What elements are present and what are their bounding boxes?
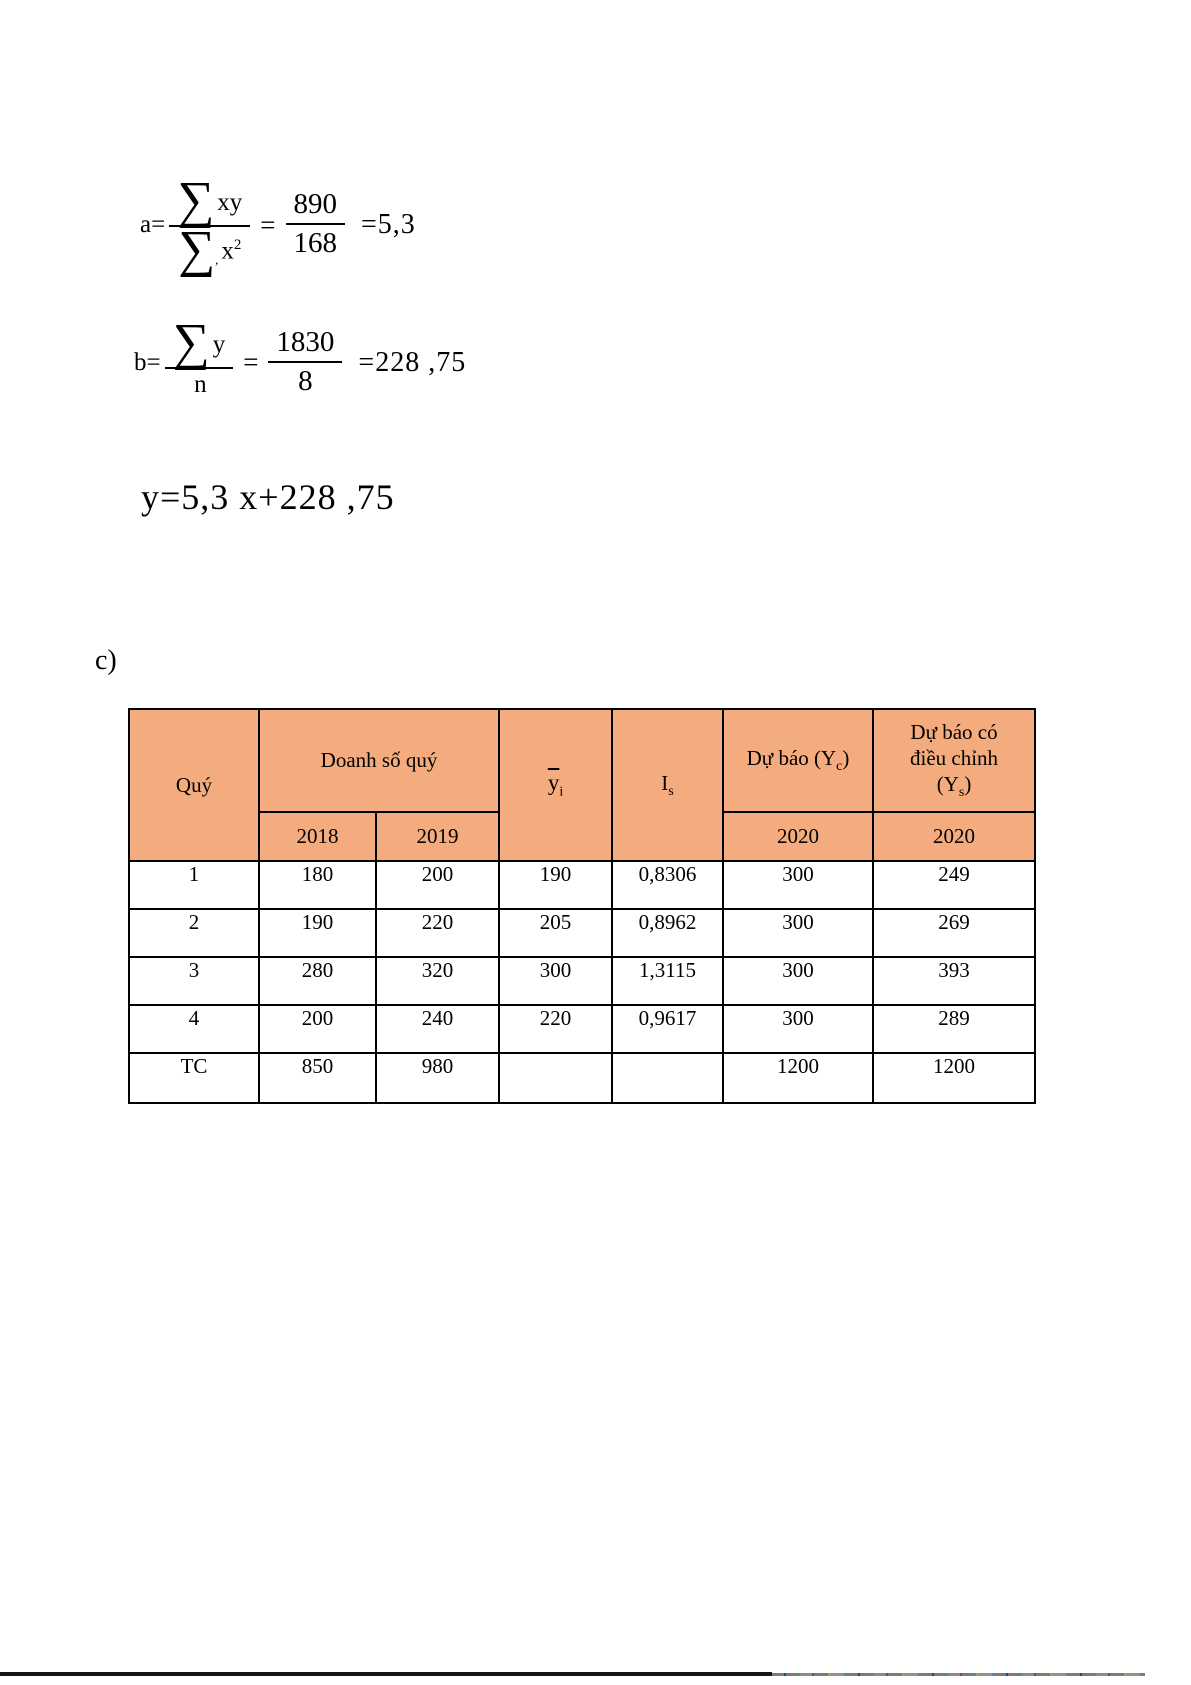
sum-icon: ∑ xyxy=(172,314,210,371)
cell-forecast-2020: 300 xyxy=(723,1005,873,1053)
formula-a-denominator-mark: , xyxy=(215,252,219,268)
cell-seasonal-index xyxy=(612,1053,723,1103)
cell-adjusted-2020: 289 xyxy=(873,1005,1035,1053)
adjusted-paren-suffix: ) xyxy=(964,772,972,797)
header-quarter: Quý xyxy=(129,709,259,861)
cell-sales-2018: 200 xyxy=(259,1005,376,1053)
cell-adjusted-2020: 1200 xyxy=(873,1053,1035,1103)
table-row xyxy=(129,1005,1035,1053)
cell-quarter: 4 xyxy=(129,1005,259,1053)
sum-icon: ∑ xyxy=(177,172,215,229)
cell-forecast-2020: 300 xyxy=(723,909,873,957)
formula-b-denominator-arg: n xyxy=(194,370,207,398)
forecast-label-prefix: Dự báo (Y xyxy=(746,746,837,771)
cell-sales-2019: 200 xyxy=(376,861,499,909)
artifact-speckle-bar xyxy=(772,1673,1145,1676)
cell-sales-2018: 180 xyxy=(259,861,376,909)
header-adjusted-forecast xyxy=(873,709,1035,812)
forecast-table xyxy=(128,708,1036,1104)
formula-a-sigma-fraction xyxy=(169,172,250,278)
formula-b-equals: = xyxy=(243,347,259,378)
adjusted-subscript: s xyxy=(958,785,965,801)
formula-a-value-numerator: 890 xyxy=(286,188,346,225)
cell-ybar: 190 xyxy=(499,861,612,909)
cell-quarter: 3 xyxy=(129,957,259,1005)
page-edge-artifact xyxy=(0,1671,1150,1677)
adjusted-label-line3 xyxy=(874,771,1034,802)
artifact-black-bar xyxy=(0,1672,772,1676)
cell-sales-2018: 280 xyxy=(259,957,376,1005)
header-year-2020-forecast: 2020 xyxy=(723,812,873,861)
formula-a xyxy=(140,172,416,278)
formula-b-sigma-fraction xyxy=(165,314,234,404)
formula-a-value-fraction xyxy=(286,188,346,262)
adjusted-label-line1: Dự báo có xyxy=(910,719,998,744)
formula-a-den-base: x xyxy=(221,237,234,265)
cell-adjusted-2020: 393 xyxy=(873,957,1035,1005)
cell-seasonal-index: 0,9617 xyxy=(612,1005,723,1053)
formula-a-equals: = xyxy=(260,209,276,240)
formula-a-den-exponent: 2 xyxy=(233,236,242,253)
header-year-2019: 2019 xyxy=(376,812,499,861)
cell-ybar xyxy=(499,1053,612,1103)
cell-sales-2019: 980 xyxy=(376,1053,499,1103)
header-quarterly-sales: Doanh số quý xyxy=(259,709,499,812)
table-row xyxy=(129,909,1035,957)
table-row-total xyxy=(129,1053,1035,1103)
table-header-row-main xyxy=(129,709,1035,812)
cell-forecast-2020: 300 xyxy=(723,861,873,909)
formula-a-lhs: a= xyxy=(140,211,166,239)
formula-b xyxy=(134,314,467,404)
trend-equation: y=5,3 x+228 ,75 xyxy=(141,477,395,517)
formula-b-value-denominator: 8 xyxy=(298,364,313,397)
formula-b-value-fraction xyxy=(268,326,342,400)
formula-a-denominator xyxy=(169,220,250,278)
cell-ybar: 205 xyxy=(499,909,612,957)
formula-a-value-denominator: 168 xyxy=(293,227,338,260)
cell-forecast-2020: 1200 xyxy=(723,1053,873,1103)
is-subscript: s xyxy=(668,783,674,799)
formula-a-denominator-arg xyxy=(218,237,241,270)
cell-quarter: TC xyxy=(129,1053,259,1103)
formula-a-numerator-arg: xy xyxy=(217,188,243,216)
cell-sales-2019: 240 xyxy=(376,1005,499,1053)
formula-a-result: =5,3 xyxy=(361,209,416,241)
section-label: c) xyxy=(95,645,117,676)
formula-b-numerator-arg: y xyxy=(212,330,226,358)
formula-b-value-numerator: 1830 xyxy=(268,326,342,363)
table-row xyxy=(129,861,1035,909)
formula-a-numerator xyxy=(169,172,250,229)
forecast-table-container xyxy=(128,708,1036,1104)
cell-seasonal-index: 0,8962 xyxy=(612,909,723,957)
formula-b-numerator xyxy=(165,314,234,371)
cell-quarter: 2 xyxy=(129,909,259,957)
cell-forecast-2020: 300 xyxy=(723,957,873,1005)
formula-b-lhs: b= xyxy=(134,348,161,376)
cell-adjusted-2020: 269 xyxy=(873,909,1035,957)
header-seasonal-index xyxy=(612,709,723,861)
adjusted-label-line2: điều chỉnh xyxy=(909,746,999,771)
formula-b-denominator xyxy=(165,369,234,404)
cell-sales-2019: 220 xyxy=(376,909,499,957)
forecast-label-suffix: ) xyxy=(842,746,850,771)
is-base: I xyxy=(661,770,669,795)
header-ybar xyxy=(499,709,612,861)
cell-seasonal-index: 1,3115 xyxy=(612,957,723,1005)
ybar-subscript: i xyxy=(559,784,564,800)
cell-sales-2018: 190 xyxy=(259,909,376,957)
ybar-base: $\overline{y}$ xyxy=(547,769,560,795)
ybar-symbol xyxy=(547,769,564,800)
header-forecast xyxy=(723,709,873,812)
header-year-2020-adjusted: 2020 xyxy=(873,812,1035,861)
sum-icon: ∑ xyxy=(178,220,216,278)
adjusted-paren-prefix: (Y xyxy=(936,772,959,797)
formula-b-result: =228 ,75 xyxy=(358,346,467,378)
forecast-subscript: c xyxy=(836,759,843,775)
cell-sales-2018: 850 xyxy=(259,1053,376,1103)
table-row xyxy=(129,957,1035,1005)
cell-ybar: 300 xyxy=(499,957,612,1005)
cell-quarter: 1 xyxy=(129,861,259,909)
header-year-2018: 2018 xyxy=(259,812,376,861)
cell-seasonal-index: 0,8306 xyxy=(612,861,723,909)
cell-sales-2019: 320 xyxy=(376,957,499,1005)
cell-ybar: 220 xyxy=(499,1005,612,1053)
cell-adjusted-2020: 249 xyxy=(873,861,1035,909)
